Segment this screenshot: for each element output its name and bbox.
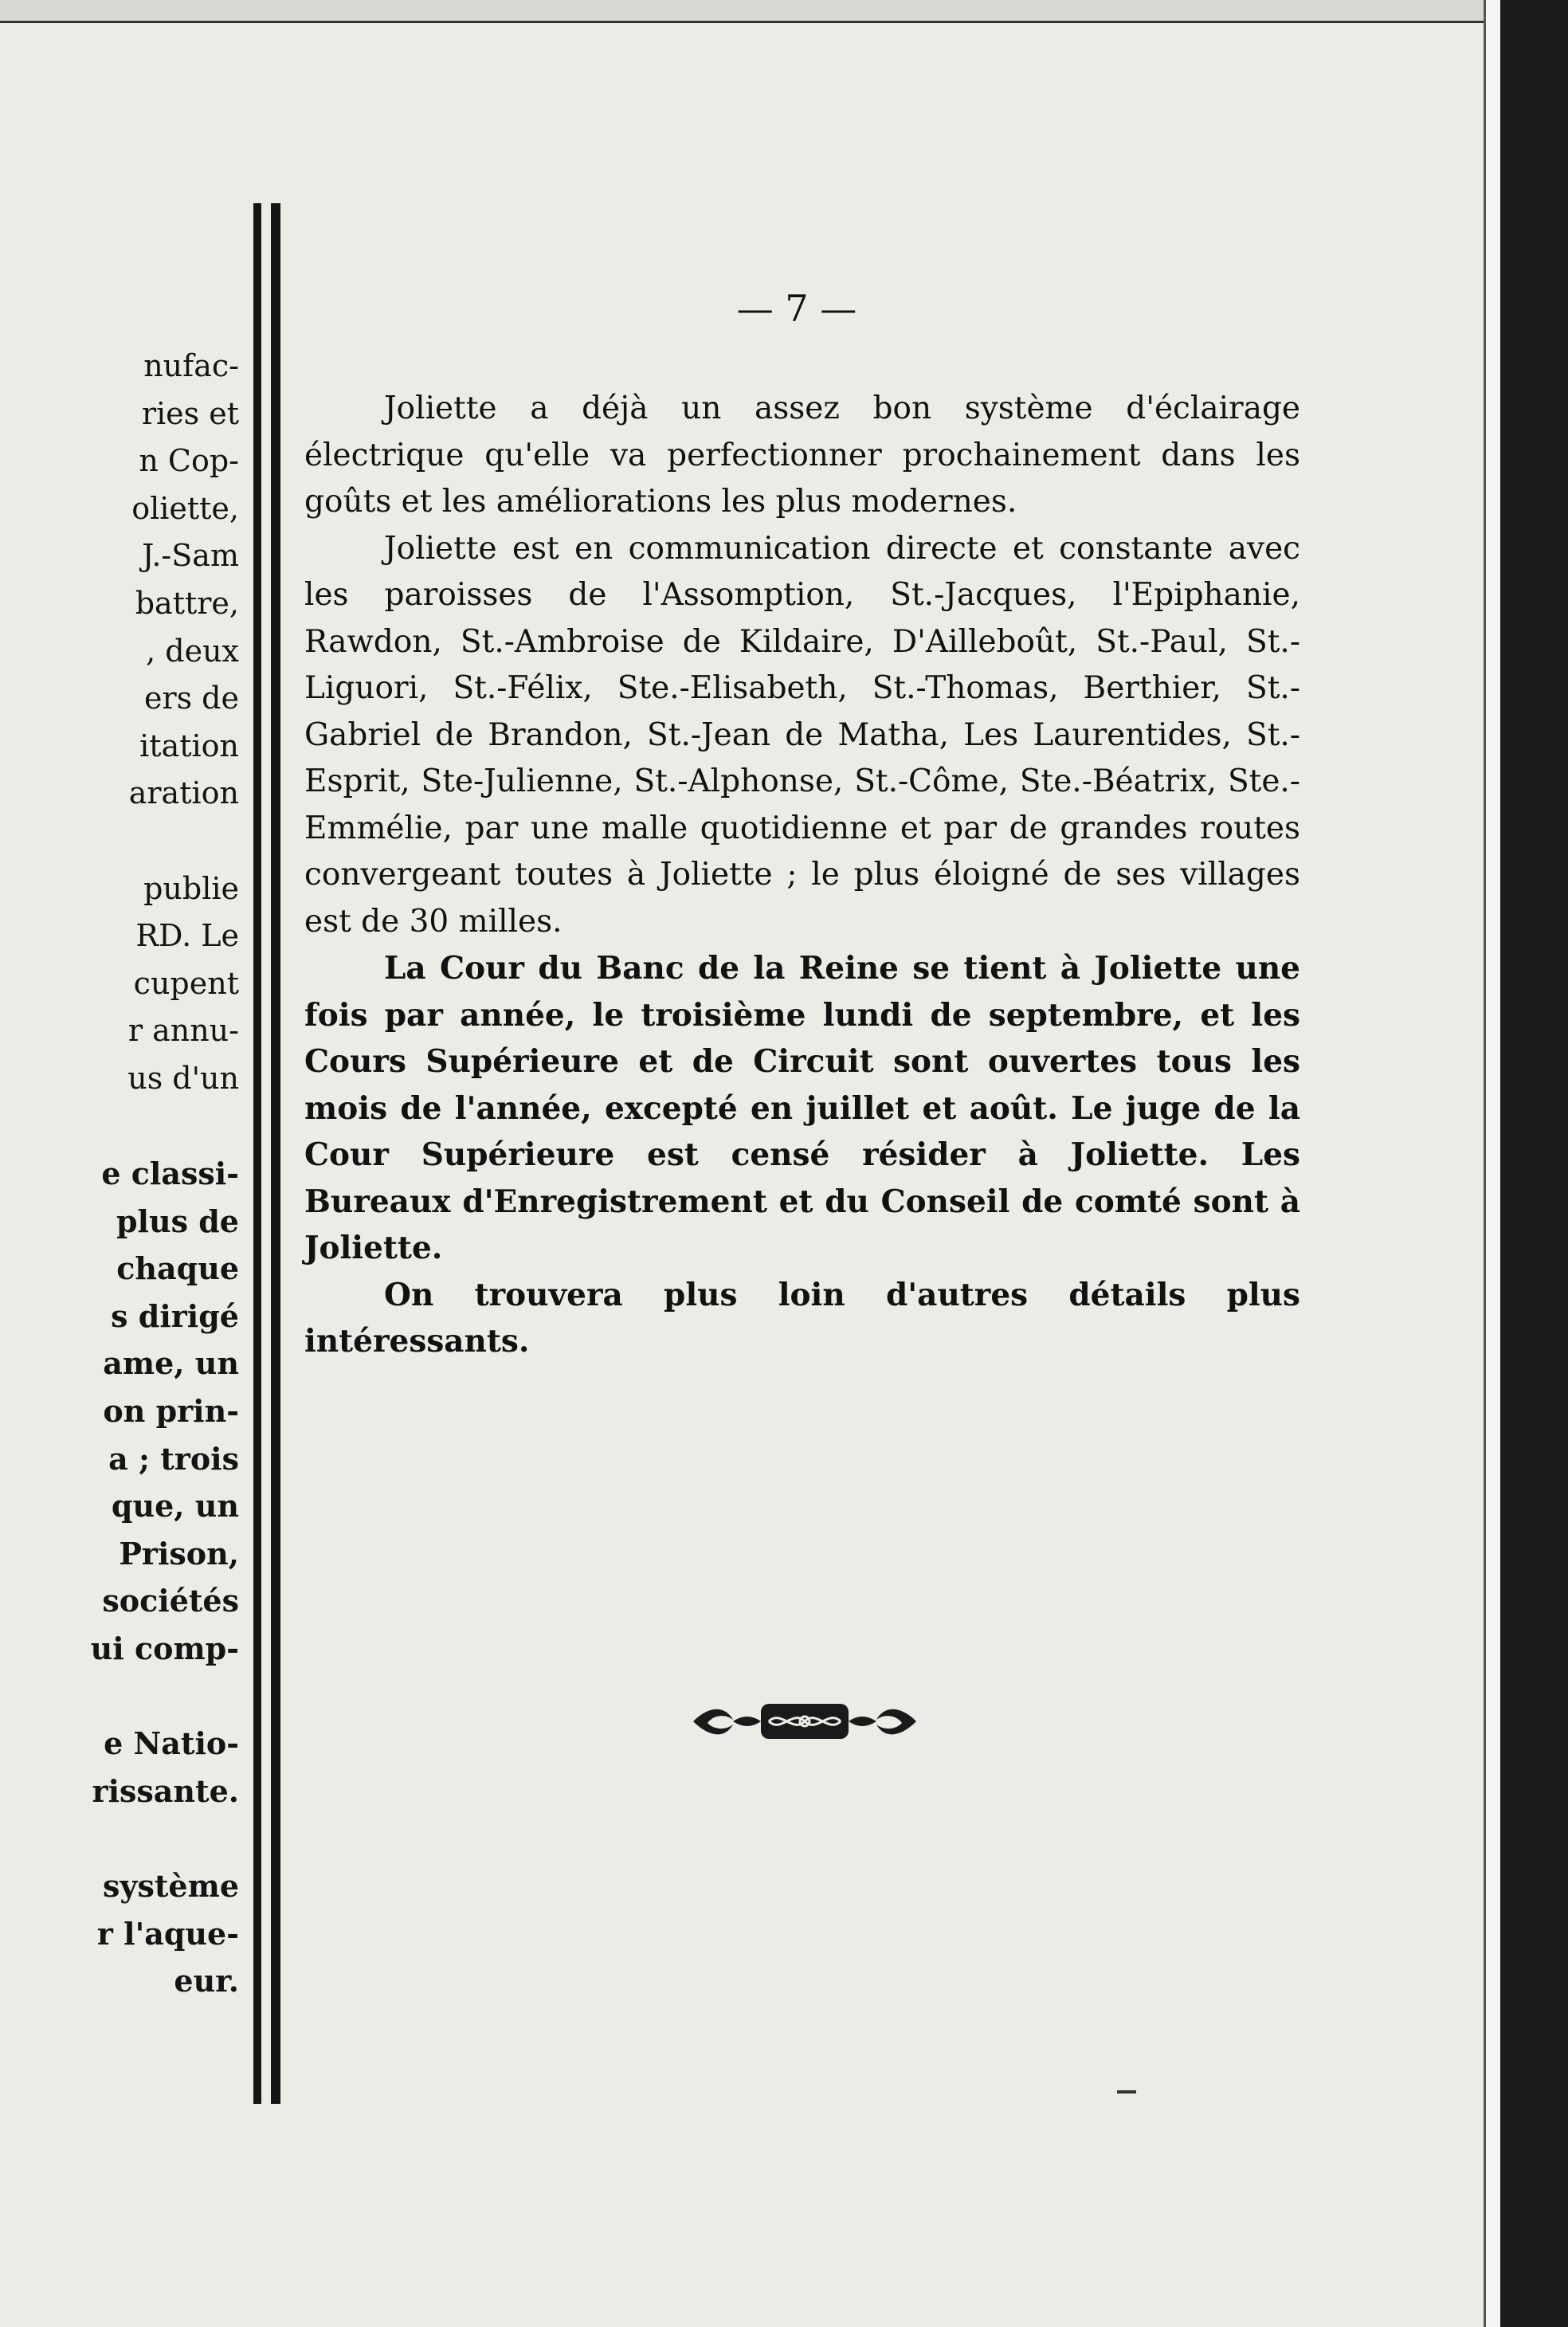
facing-line: e Natio-: [104, 1725, 239, 1762]
main-text-block: [304, 386, 1300, 1365]
facing-line: ame, un: [103, 1345, 239, 1382]
facing-gap: [0, 1103, 239, 1151]
facing-line: ries et: [141, 395, 239, 431]
facing-line: eur.: [174, 1963, 239, 1999]
facing-line: on prin-: [103, 1393, 239, 1430]
gutter-rule: [253, 203, 261, 2104]
facing-line: a ; trois: [108, 1440, 239, 1477]
facing-line: battre,: [135, 585, 239, 621]
facing-line: nufac-: [143, 348, 239, 383]
page-right-edge: [1484, 0, 1500, 2327]
facing-line: chaque: [116, 1250, 239, 1287]
facing-gap: [0, 818, 239, 865]
facing-line: sociétés: [102, 1583, 239, 1619]
page-top-edge: [0, 0, 1484, 23]
paragraph: On trouvera plus loin d'autres détails plus intéressants.: [304, 1276, 1300, 1360]
facing-line: n Cop-: [139, 443, 239, 479]
facing-line: plus de: [116, 1203, 239, 1239]
facing-line: r l'aque-: [96, 1915, 239, 1952]
facing-line: système: [103, 1868, 239, 1904]
facing-page-column: [0, 343, 239, 2005]
facing-line: que, un: [111, 1488, 239, 1525]
paragraph: La Cour du Banc de la Reine se tient à Joliette une fois par année, le troisième lundi de septembre, et les Cours Supérieure et de Circuit sont ouvertes tous les mois de l'année, excepté en juillet et août. Le juge de la Cour Supérieure est censé résider à Joliette. Les Bureaux d'Enregistrement et du Conseil de comté sont à Joliette.: [304, 950, 1300, 1266]
ornament-icon: [685, 1689, 924, 1753]
facing-line: aration: [128, 775, 239, 811]
facing-line: itation: [139, 728, 239, 763]
facing-line: ui comp-: [90, 1630, 239, 1667]
facing-line: publie: [143, 870, 239, 906]
facing-line: rissante.: [92, 1772, 239, 1809]
facing-line: RD. Le: [135, 918, 239, 954]
facing-line: ers de: [143, 681, 239, 716]
facing-line: cupent: [133, 965, 239, 1001]
facing-line: oliette,: [131, 490, 239, 526]
facing-line: e classi-: [101, 1156, 239, 1192]
facing-line: s dirigé: [111, 1297, 239, 1334]
paragraph: Joliette a déjà un assez bon système d'éclairage électrique qu'elle va perfectionner prochainement dans les goûts et les améliorations les plus modernes.: [304, 390, 1300, 520]
facing-gap: [0, 1815, 239, 1862]
facing-gap: [0, 1673, 239, 1721]
facing-line: us d'un: [127, 1060, 239, 1096]
page-number: — 7 —: [736, 287, 857, 330]
ink-mark: [1115, 2088, 1139, 2096]
facing-line: , deux: [146, 633, 239, 669]
facing-line: Prison,: [119, 1535, 239, 1572]
paragraph: Joliette est en communication directe et constante avec les paroisses de l'Assomption, St.-Jacques, l'Epiphanie, Rawdon, St.-Ambroise de Kildaire, D'Ailleboût, St.-Paul, St.-Liguori, St.-Félix, Ste.-Elisabeth, St.-Thomas, Berthier, St.-Gabriel de Brandon, St.-Jean de Matha, Les Laurentides, St.-Esprit, Ste-Julienne, St.-Alphonse, St.-Côme, Ste.-Béatrix, Ste.-Emmélie, par une malle quotidienne et par de grandes routes convergeant toutes à Joliette ; le plus éloigné de ses villages est de 30 milles.: [304, 530, 1300, 940]
gutter-rule: [271, 203, 280, 2104]
facing-line: J.-Sam: [142, 538, 239, 574]
facing-line: r annu-: [127, 1013, 239, 1049]
